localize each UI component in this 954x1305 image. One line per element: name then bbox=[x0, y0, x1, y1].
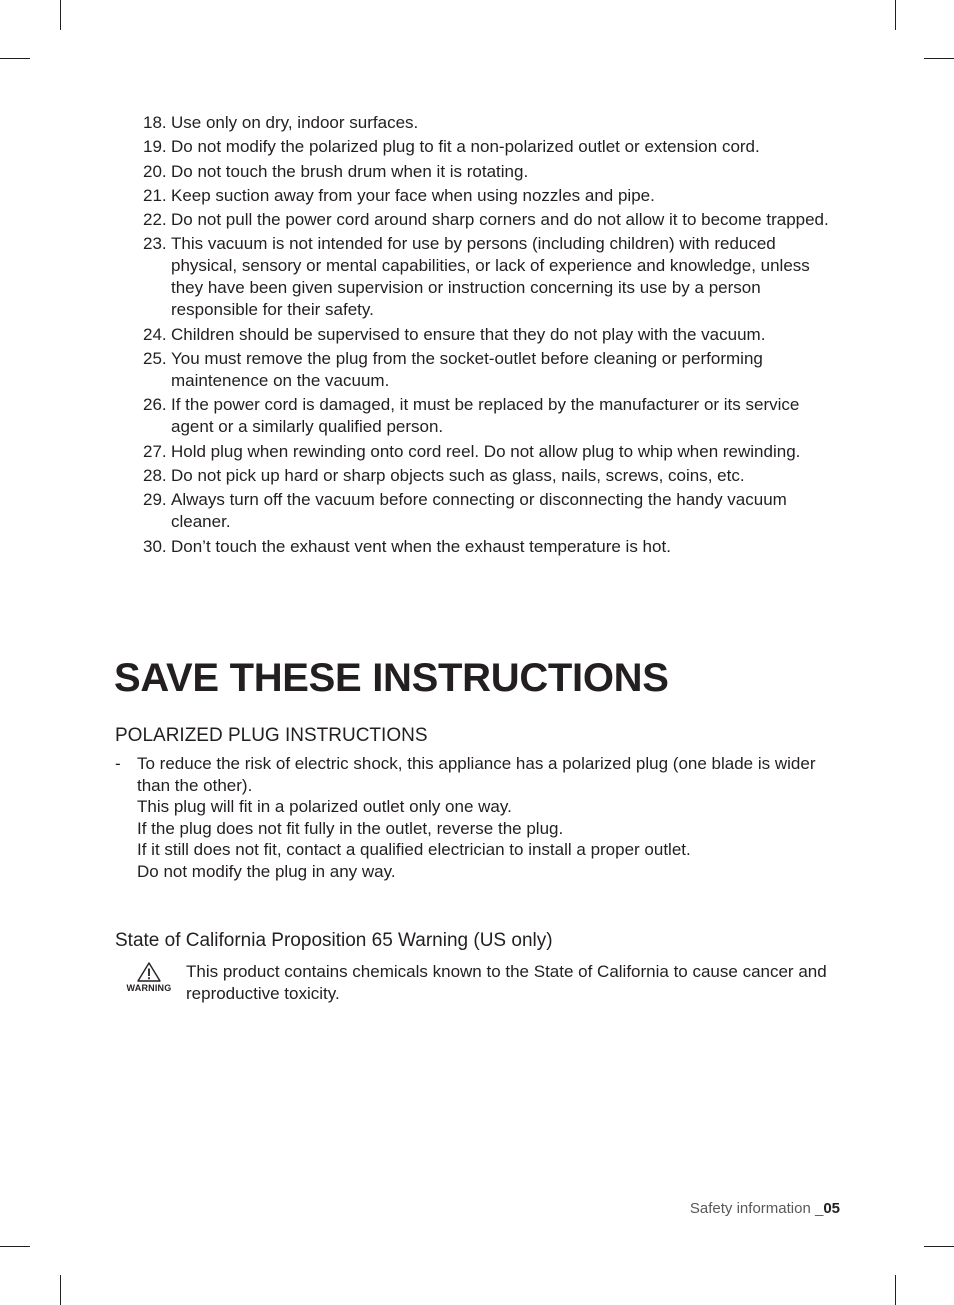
list-item-text: This vacuum is not intended for use by persons (including children) with reduced physical, sensory or mental capabilities, or lack of experience and knowledge, unless they have been given supervision or instruction concerning its use by a person responsible for their safety. bbox=[171, 234, 810, 320]
crop-mark-top-right-vertical bbox=[895, 0, 896, 30]
list-item-text: Always turn off the vacuum before connecting or disconnecting the handy vacuum cleaner. bbox=[171, 490, 787, 532]
list-item-text: Use only on dry, indoor surfaces. bbox=[171, 113, 419, 132]
prop65-heading: State of California Proposition 65 Warning (US only) bbox=[115, 930, 553, 951]
page-title: SAVE THESE INSTRUCTIONS bbox=[114, 656, 669, 700]
safety-instructions-list bbox=[134, 112, 834, 560]
crop-mark-bottom-right-horizontal bbox=[924, 1246, 954, 1247]
list-item-number: 25. bbox=[143, 349, 167, 369]
list-item-number: 22. bbox=[143, 210, 167, 230]
list-item bbox=[134, 441, 834, 463]
page-number: 05 bbox=[823, 1200, 840, 1217]
warning-triangle-icon bbox=[121, 962, 177, 1002]
list-item-text: Do not pull the power cord around sharp corners and do not allow it to become trapped. bbox=[171, 210, 829, 230]
crop-mark-bottom-right-vertical bbox=[895, 1275, 896, 1305]
list-item bbox=[134, 348, 834, 392]
polarized-plug-line: If the plug does not fit fully in the outlet, reverse the plug. bbox=[137, 818, 564, 838]
list-item-number: 28. bbox=[143, 465, 167, 485]
list-item-number: 23. bbox=[143, 234, 167, 254]
list-item-text: If the power cord is damaged, it must be replaced by the manufacturer or its service agent or a similarly qualified person. bbox=[171, 395, 800, 437]
list-item-text: Do not modify the polarized plug to fit a non-polarized outlet or extension cord. bbox=[171, 137, 760, 157]
list-item bbox=[134, 185, 834, 207]
polarized-plug-section bbox=[115, 753, 845, 883]
list-item-text: Do not touch the brush drum when it is rotating. bbox=[171, 161, 529, 181]
list-item bbox=[134, 465, 834, 487]
crop-mark-top-left-horizontal bbox=[0, 58, 30, 59]
list-item-number: 18. bbox=[143, 113, 167, 132]
list-item bbox=[134, 233, 834, 321]
polarized-plug-line: To reduce the risk of electric shock, this appliance has a polarized plug (one blade is wider than the other). bbox=[137, 754, 816, 795]
warning-triangle-shape bbox=[137, 962, 161, 982]
warning-label: WARNING bbox=[126, 983, 172, 993]
list-item bbox=[134, 136, 834, 158]
prop65-warning-text: This product contains chemicals known to the State of California to cause cancer and reproductive toxicity. bbox=[186, 962, 827, 1003]
list-item-text: Don’t touch the exhaust vent when the exhaust temperature is hot. bbox=[171, 536, 671, 556]
list-item-number: 27. bbox=[143, 441, 167, 461]
list-item-number: 24. bbox=[143, 324, 167, 344]
list-dash: - bbox=[115, 754, 121, 773]
crop-mark-top-right-horizontal bbox=[924, 58, 954, 59]
list-item-text: Keep suction away from your face when using nozzles and pipe. bbox=[171, 185, 655, 205]
crop-mark-bottom-left-vertical bbox=[60, 1275, 61, 1305]
list-item bbox=[134, 112, 834, 134]
list-item-number: 20. bbox=[143, 161, 167, 181]
polarized-plug-line: If it still does not fit, contact a qualified electrician to install a proper outlet. bbox=[137, 840, 691, 860]
list-item-text: Children should be supervised to ensure that they do not play with the vacuum. bbox=[171, 324, 766, 344]
list-item-number: 21. bbox=[143, 185, 167, 205]
list-item bbox=[134, 536, 834, 558]
list-item bbox=[134, 209, 834, 231]
list-item bbox=[134, 324, 834, 346]
list-item bbox=[134, 394, 834, 438]
crop-mark-top-left-vertical bbox=[60, 0, 61, 30]
list-item-text: You must remove the plug from the socket-outlet before cleaning or performing maintenence on the vacuum. bbox=[171, 349, 763, 391]
list-item-number: 19. bbox=[143, 137, 167, 157]
list-item-text: Do not pick up hard or sharp objects such as glass, nails, screws, coins, etc. bbox=[171, 465, 745, 485]
list-item bbox=[134, 489, 834, 533]
list-item-number: 30. bbox=[143, 536, 167, 556]
list-item-number: 29. bbox=[143, 490, 167, 510]
list-item-number: 26. bbox=[143, 395, 167, 415]
page-footer bbox=[690, 1199, 840, 1219]
polarized-plug-text bbox=[137, 753, 845, 883]
polarized-plug-line: Do not modify the plug in any way. bbox=[137, 861, 396, 881]
polarized-plug-line: This plug will fit in a polarized outlet only one way. bbox=[137, 797, 512, 817]
list-item bbox=[134, 161, 834, 183]
polarized-plug-heading: POLARIZED PLUG INSTRUCTIONS bbox=[115, 725, 428, 746]
crop-mark-bottom-left-horizontal bbox=[0, 1246, 30, 1247]
list-item-text: Hold plug when rewinding onto cord reel. Do not allow plug to whip when rewinding. bbox=[171, 441, 801, 461]
footer-section-label: Safety information _ bbox=[689, 1200, 824, 1217]
